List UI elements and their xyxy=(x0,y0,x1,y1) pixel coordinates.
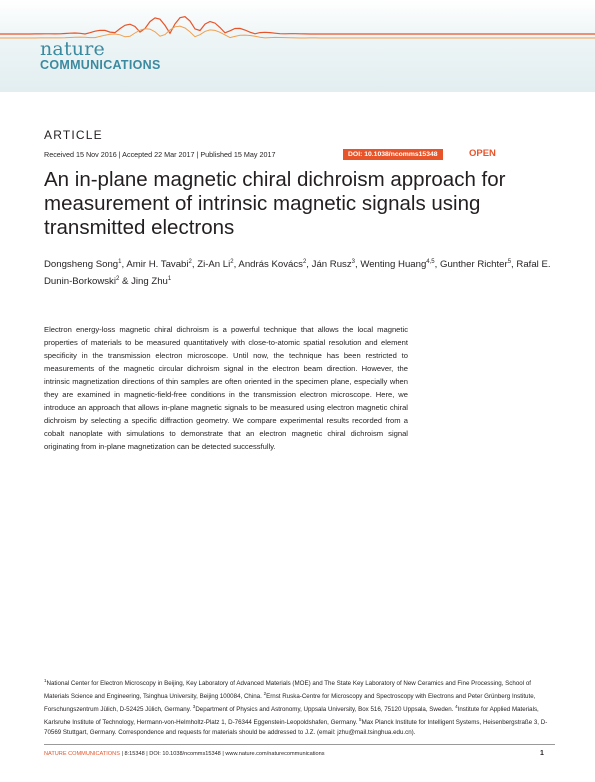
footer-citation-text[interactable]: | 8:15348 | DOI: 10.1038/ncomms15348 | www.nature.com/naturecommunications xyxy=(119,751,325,757)
affiliation-marker: 1 xyxy=(44,678,47,683)
article-type-label: ARTICLE xyxy=(44,128,103,142)
correspondence-note: Correspondence and requests for materials should be addressed to J.Z. (email: jzhu@mail.tsinghua.edu.cn). xyxy=(118,728,416,736)
author-affiliation-marker: 2 xyxy=(188,259,192,265)
page-number: 1 xyxy=(540,750,544,757)
affiliation-text: Department of Physics and Astronomy, Uppsala University, Box 516, 75120 Uppsala, Sweden. xyxy=(195,706,456,713)
affiliation-text: Max Planck Institute for Intelligent Systems, Heisenbergstraße 3, D-70569 Stuttgart, Germany. xyxy=(44,718,548,736)
journal-logo-communications[interactable]: COMMUNICATIONS xyxy=(40,58,161,72)
author[interactable] xyxy=(131,276,171,287)
footer-divider xyxy=(44,744,555,745)
author-affiliation-marker: 1 xyxy=(118,259,122,265)
doi-badge[interactable]: DOI: 10.1038/ncomms15348 xyxy=(343,149,443,160)
publication-dates: Received 15 Nov 2016 | Accepted 22 Mar 2017 | Published 15 May 2017 xyxy=(44,150,276,159)
affiliations-footnote xyxy=(44,676,555,738)
affiliation-marker: 5 xyxy=(359,716,362,722)
author-affiliation-marker: 2 xyxy=(115,276,120,283)
affiliation-marker: 3 xyxy=(192,703,196,709)
affiliation-text: Ernst Ruska-Centre for Microscopy and Spectroscopy with Electrons and Peter Grünberg Institute, Forschungszentrum Jülich, D-52425 Jülich, Germany. xyxy=(44,693,536,713)
author-affiliation-marker: 3 xyxy=(351,259,355,265)
author[interactable] xyxy=(360,259,434,270)
footer-journal-name: NATURE COMMUNICATIONS xyxy=(44,751,120,757)
author[interactable] xyxy=(440,259,511,270)
author-list: Dongsheng Song$^1$, Amir H. Tavabi$^2$, Zi-An Li$^2$, András Kovács$^2$, Ján Rusz$^3$, Wenting Huang$^{4,5}$, Gunther Richter$^5$, Rafal E. Dunin-Borkowski$^2$ & Jing Zhu$^1$ xyxy=(44,259,551,288)
author-name: Ján Rusz xyxy=(311,259,352,271)
abstract-text: Electron energy-loss magnetic chiral dichroism is a powerful technique that allows the local magnetic properties of materials to be measured quantitatively with close-to-atomic spatial resolution and element specificity in the transmission electron microscope. Until now, the technique has been restricted to measurements of the magnetic circular dichroism signal in the electron beam direction. However, the intrinsic magnetization directions of thin samples are often oriented in the specimen plane, especially when they are examined in magnetic-field-free conditions in the transmission electron microscope. Here, we introduce an approach that allows in-plane magnetic signals to be measured using electron magnetic chiral dichroism by selecting a specific diffraction geometry. We compare experimental results recorded from a cobalt nanoplate with simulations to demonstrate that an electron magnetic chiral dichroism signal originating from in-plane magnetization can be detected successfully. xyxy=(44,325,408,452)
author[interactable] xyxy=(44,259,122,270)
journal-header-band xyxy=(0,0,595,92)
author-affiliation-marker: 1 xyxy=(167,276,172,283)
author-affiliation-marker: 2 xyxy=(230,259,234,265)
affiliation-text: Institute for Applied Materials, Karlsruhe Institute of Technology, Hermann-von-Helmholtz-Platz 1, D-76344 Eggenstein-Leopoldshafen, Germany. xyxy=(44,706,539,726)
affiliation-marker: 2 xyxy=(263,690,267,696)
author-name: Amir H. Tavabi xyxy=(126,259,189,271)
author-affiliation-marker: 2 xyxy=(302,259,307,265)
author[interactable] xyxy=(197,259,233,270)
affiliation-text: National Center for Electron Microscopy in Beijing, Key Laboratory of Advanced Materials (MOE) and The State Key Laboratory of New Ceramics and Fine Processing, School of Materials Science and Engineering, Tsinghua University, Beijing 100084, China. xyxy=(44,680,531,701)
author-name: Wenting Huang xyxy=(360,259,427,271)
author-name: Rafal E. Dunin-Borkowski xyxy=(44,259,551,288)
author-name: Zi-An Li xyxy=(197,259,231,271)
journal-logo-nature[interactable]: nature xyxy=(40,38,105,60)
affiliation-marker: 4 xyxy=(455,703,458,709)
author-name: András Kovács xyxy=(238,259,303,271)
author-name: Gunther Richter xyxy=(439,259,508,271)
author[interactable] xyxy=(126,259,192,270)
author-affiliation-marker: 5 xyxy=(507,259,512,265)
author-affiliation-marker: 4,5 xyxy=(426,259,435,265)
open-access-badge: OPEN xyxy=(469,148,496,159)
author-name: Dongsheng Song xyxy=(44,259,119,271)
footer-citation xyxy=(44,751,325,757)
author[interactable] xyxy=(238,259,306,270)
author-name: Jing Zhu xyxy=(131,276,168,288)
author[interactable] xyxy=(312,259,355,270)
article-title: An in-plane magnetic chiral dichroism approach for measurement of intrinsic magnetic signals using transmitted electrons xyxy=(44,168,506,239)
